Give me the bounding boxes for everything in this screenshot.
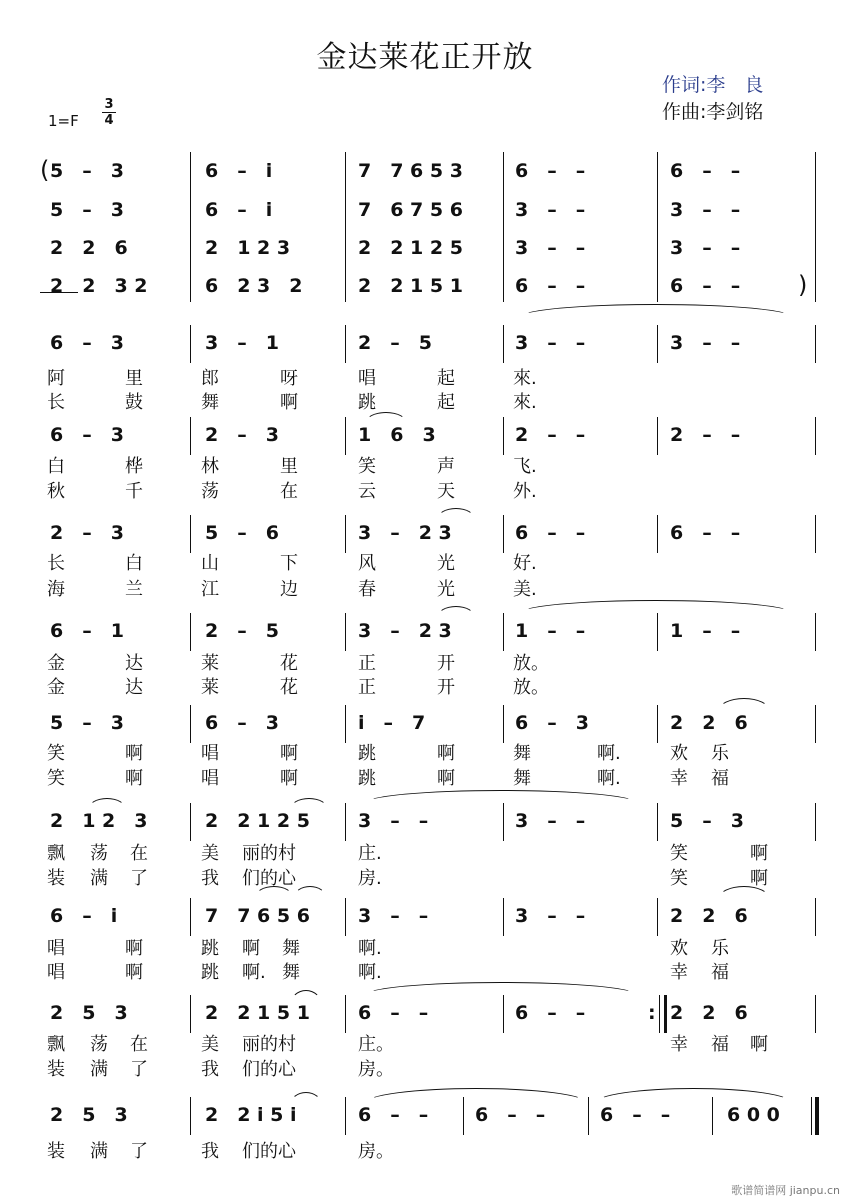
- lyric-word: 在: [130, 1034, 148, 1055]
- barline: [657, 803, 658, 841]
- system-4-notes: [0, 618, 850, 644]
- barline: [503, 325, 504, 363]
- measure: 2 2 1 2 5: [358, 237, 463, 259]
- measure: 6 – 1: [50, 620, 124, 642]
- lyric-word: 笑: [358, 456, 376, 477]
- brace-open: (: [40, 156, 50, 184]
- barline: [345, 515, 346, 553]
- lyric-word: 啊: [125, 743, 143, 764]
- system-5-lyric-2: [0, 766, 850, 792]
- measure: 2 5 3: [50, 1104, 128, 1126]
- time-signature: [102, 97, 116, 128]
- barline: [345, 803, 346, 841]
- lyric-word: 幸: [670, 768, 688, 789]
- measure: 2 1 2 3: [205, 237, 291, 259]
- underline-beat: [40, 292, 78, 293]
- lyric-word: 來.: [513, 368, 537, 389]
- barline: [657, 152, 658, 302]
- lyric-word: 荡: [201, 481, 219, 502]
- lyric-word: 舞: [282, 938, 300, 959]
- lyric-word: 云: [358, 481, 376, 502]
- barline: [815, 705, 816, 743]
- barline: [345, 705, 346, 743]
- tie: [595, 1088, 792, 1103]
- system-8-lyric-2: [0, 1057, 850, 1083]
- measure: 3 – –: [515, 199, 586, 221]
- lyric-word: 山: [201, 553, 219, 574]
- measure: 6 – 3: [205, 712, 279, 734]
- time-bottom: 4: [102, 112, 116, 128]
- lyric-word: 庄.: [358, 843, 382, 864]
- system-7-lyric-2: [0, 960, 850, 986]
- barline: [190, 898, 191, 936]
- measure: 3 – –: [515, 237, 586, 259]
- measure: 6 – –: [358, 1002, 429, 1024]
- lyric-word: 唱: [358, 368, 376, 389]
- measure: 2 2 i 5 i: [205, 1104, 297, 1126]
- lyric-word: 啊: [437, 768, 455, 789]
- barline: [190, 705, 191, 743]
- measure: 3 – –: [670, 237, 741, 259]
- lyric-word: 放。: [513, 653, 549, 674]
- lyric-word: 正: [358, 677, 376, 698]
- measure: 3 – –: [358, 810, 429, 832]
- measure: 6 – 3: [515, 712, 589, 734]
- system-6-notes: [0, 808, 850, 834]
- measure: 3 – 2 3: [358, 620, 452, 642]
- lyric-word: 舞: [513, 768, 531, 789]
- lyric-word: 林: [201, 456, 219, 477]
- lyric-word: 啊: [750, 868, 768, 889]
- lyric-word: 千: [125, 481, 143, 502]
- lyric-word: 金: [47, 653, 65, 674]
- lyric-word: 美.: [513, 579, 537, 600]
- lyric-word: 舞: [201, 392, 219, 413]
- lyric-word: 春: [358, 579, 376, 600]
- barline: [345, 417, 346, 455]
- lyric-word: 福: [711, 768, 729, 789]
- lyric-word: 满: [90, 868, 108, 889]
- measure: 7 6 7 5 6: [358, 199, 463, 221]
- system-6-lyric-1: [0, 841, 850, 867]
- lyric-word: 光: [437, 553, 455, 574]
- barline: [345, 613, 346, 651]
- lyric-word: 开: [437, 677, 455, 698]
- measure: 3 – 2 3: [358, 522, 452, 544]
- measure: 2 2 6: [670, 712, 748, 734]
- intro-row-2: [0, 197, 850, 223]
- barline: [657, 515, 658, 553]
- lyric-word: 里: [280, 456, 298, 477]
- final-barline-thick: [815, 1097, 819, 1135]
- lyric-word: 起: [437, 392, 455, 413]
- barline: [815, 613, 816, 651]
- barline: [190, 325, 191, 363]
- measure: 3 – 1: [205, 332, 279, 354]
- lyric-word: 装: [47, 1141, 65, 1162]
- lyric-word: 唱: [47, 962, 65, 983]
- lyric-word: 花: [280, 677, 298, 698]
- lyric-word: 好.: [513, 553, 537, 574]
- lyric-word: 莱: [201, 677, 219, 698]
- measure: 2 1 2 3: [50, 810, 148, 832]
- system-7-lyric-1: [0, 936, 850, 962]
- intro-row-4: [0, 273, 850, 299]
- barline: [345, 995, 346, 1033]
- lyric-word: 莱: [201, 653, 219, 674]
- lyric-word: 兰: [125, 579, 143, 600]
- lyric-word: 满: [90, 1059, 108, 1080]
- measure: 5 – 3: [670, 810, 744, 832]
- tie: [520, 304, 792, 317]
- watermark: 歌谱简谱网 jianpu.cn: [731, 1184, 840, 1197]
- measure: 5 – 3: [50, 712, 124, 734]
- lyric-word: 起: [437, 368, 455, 389]
- lyric-word: 幸: [670, 962, 688, 983]
- system-3-lyric-2: [0, 577, 850, 603]
- lyric-word: 啊: [437, 743, 455, 764]
- lyric-word: 了: [130, 1141, 148, 1162]
- measure: 2 – 5: [205, 620, 279, 642]
- lyric-word: 啊: [280, 768, 298, 789]
- lyric-word: 了: [130, 1059, 148, 1080]
- lyric-word: 桦: [125, 456, 143, 477]
- lyric-word: 庄。: [358, 1034, 394, 1055]
- barline: [815, 152, 816, 302]
- barline: [190, 417, 191, 455]
- intro-row-1: [0, 158, 850, 184]
- lyric-word: 荡: [90, 1034, 108, 1055]
- lyric-word: 笑: [47, 768, 65, 789]
- lyric-word: 幸: [670, 1034, 688, 1055]
- measure: 2 – 3: [50, 522, 124, 544]
- lyric-word: 欢: [670, 743, 688, 764]
- time-top: 3: [104, 97, 114, 112]
- lyric-word: 花: [280, 653, 298, 674]
- barline: [503, 803, 504, 841]
- measure: i – 7: [358, 712, 426, 734]
- system-2-notes: [0, 422, 850, 448]
- measure: 3 – –: [515, 810, 586, 832]
- lyric-word: 开: [437, 653, 455, 674]
- barline: [503, 898, 504, 936]
- lyric-word: 白: [47, 456, 65, 477]
- lyric-word: 海: [47, 579, 65, 600]
- system-6-lyric-2: [0, 866, 850, 892]
- lyric-word: 们的心: [242, 1141, 296, 1162]
- slur: [437, 508, 475, 519]
- lyric-word: 啊: [125, 938, 143, 959]
- barline: [190, 152, 191, 302]
- measure: 2 2 1 2 5: [205, 810, 310, 832]
- measure: 2 2 3 2: [50, 275, 148, 297]
- barline: [657, 705, 658, 743]
- tie: [365, 1088, 587, 1103]
- lyric-word: 白: [125, 553, 143, 574]
- measure: 3 – –: [515, 332, 586, 354]
- system-5-lyric-1: [0, 741, 850, 767]
- barline: [657, 613, 658, 651]
- lyric-word: 我: [201, 868, 219, 889]
- barline: [503, 515, 504, 553]
- lyric-word: 金: [47, 677, 65, 698]
- barline: [345, 325, 346, 363]
- lyric-word: 鼓: [125, 392, 143, 413]
- lyric-word: 乐: [711, 743, 729, 764]
- lyric-word: 跳: [201, 938, 219, 959]
- lyric-word: 跳: [201, 962, 219, 983]
- measure: 2 – –: [670, 424, 741, 446]
- barline: [815, 898, 816, 936]
- lyric-word: 乐: [711, 938, 729, 959]
- lyric-word: 风: [358, 553, 376, 574]
- system-2-lyric-1: [0, 454, 850, 480]
- lyric-word: 外.: [513, 481, 537, 502]
- lyric-word: 啊.: [597, 743, 621, 764]
- lyric-word: 舞: [282, 962, 300, 983]
- measure: 5 – 3: [50, 199, 124, 221]
- measure: 1 6 3: [358, 424, 436, 446]
- lyric-word: 飞.: [513, 456, 537, 477]
- barline: [345, 152, 346, 302]
- measure: 6 – –: [515, 275, 586, 297]
- lyric-word: 长: [47, 553, 65, 574]
- system-4-lyric-1: [0, 651, 850, 677]
- lyric-word: 啊.: [358, 962, 382, 983]
- measure: 5 – 3: [50, 160, 124, 182]
- barline: [463, 1097, 464, 1135]
- barline: [712, 1097, 713, 1135]
- lyric-word: 秋: [47, 481, 65, 502]
- lyric-word: 欢: [670, 938, 688, 959]
- measure: 1 – –: [515, 620, 586, 642]
- lyric-word: 美: [201, 843, 219, 864]
- measure: 6 – –: [515, 522, 586, 544]
- lyric-word: 啊: [280, 743, 298, 764]
- lyric-word: 江: [201, 579, 219, 600]
- barline: [503, 995, 504, 1033]
- measure: 2 5 3: [50, 1002, 128, 1024]
- measure: 3 – –: [670, 332, 741, 354]
- lyric-word: 下: [280, 553, 298, 574]
- lyric-word: 來.: [513, 392, 537, 413]
- measure: 6 – i: [205, 199, 273, 221]
- lyric-word: 跳: [358, 768, 376, 789]
- measure: 3 – –: [358, 905, 429, 927]
- measure: 6 – –: [600, 1104, 671, 1126]
- lyric-word: 在: [130, 843, 148, 864]
- system-3-notes: [0, 520, 850, 546]
- barline: [815, 803, 816, 841]
- lyric-word: 们的心: [242, 868, 296, 889]
- lyric-word: 我: [201, 1059, 219, 1080]
- system-1-notes: [0, 330, 850, 356]
- barline: [190, 613, 191, 651]
- measure: 2 – –: [515, 424, 586, 446]
- final-barline: [811, 1097, 812, 1135]
- measure: 7 7 6 5 3: [358, 160, 463, 182]
- lyric-word: 啊.: [242, 962, 266, 983]
- measure: 3 – –: [515, 905, 586, 927]
- barline: [190, 803, 191, 841]
- repeat-barline: [659, 995, 660, 1033]
- lyric-word: 阿: [47, 368, 65, 389]
- repeat-sign: :: [648, 1002, 656, 1024]
- measure: 6 – –: [475, 1104, 546, 1126]
- slur: [437, 606, 475, 617]
- song-title: 金达莱花正开放: [316, 40, 534, 75]
- lyric-word: 舞: [513, 743, 531, 764]
- lyric-word: 房。: [358, 1141, 394, 1162]
- measure: 6 0 0: [727, 1104, 780, 1126]
- measure: 6 – –: [670, 275, 741, 297]
- barline: [503, 613, 504, 651]
- measure: 6 – 3: [50, 424, 124, 446]
- measure: 6 – –: [670, 522, 741, 544]
- measure: 6 – –: [515, 1002, 586, 1024]
- barline: [345, 898, 346, 936]
- measure: 3 – –: [670, 199, 741, 221]
- lyric-word: 飘: [47, 1034, 65, 1055]
- barline: [588, 1097, 589, 1135]
- measure: 6 – –: [670, 160, 741, 182]
- lyric-word: 荡: [90, 843, 108, 864]
- lyric-word: 跳: [358, 392, 376, 413]
- lyricist: 作词:李 良: [662, 74, 764, 96]
- lyric-word: 房.: [358, 868, 382, 889]
- barline: [657, 325, 658, 363]
- lyric-word: 啊: [750, 1034, 768, 1055]
- lyric-word: 笑: [670, 843, 688, 864]
- lyric-word: 达: [125, 677, 143, 698]
- measure: 6 – i: [50, 905, 118, 927]
- lyric-word: 们的心: [242, 1059, 296, 1080]
- measure: 6 – –: [515, 160, 586, 182]
- lyric-word: 长: [47, 392, 65, 413]
- lyric-word: 啊: [125, 768, 143, 789]
- barline: [815, 417, 816, 455]
- barline: [657, 417, 658, 455]
- lyric-word: 丽的村: [242, 843, 296, 864]
- measure: 7 7 6 5 6: [205, 905, 310, 927]
- measure: 2 – 5: [358, 332, 432, 354]
- brace-close: ): [798, 271, 808, 299]
- lyric-word: 正: [358, 653, 376, 674]
- measure: 2 2 1 5 1: [205, 1002, 310, 1024]
- system-2-lyric-2: [0, 479, 850, 505]
- system-5-notes: [0, 710, 850, 736]
- barline: [190, 515, 191, 553]
- lyric-word: 了: [130, 868, 148, 889]
- lyric-word: 呀: [280, 368, 298, 389]
- measure: 2 2 6: [50, 237, 128, 259]
- key-signature: 1=F: [48, 112, 79, 130]
- barline: [657, 898, 658, 936]
- measure: 6 2 3 2: [205, 275, 303, 297]
- lyric-word: 啊: [280, 392, 298, 413]
- lyric-word: 放。: [513, 677, 549, 698]
- lyric-word: 福: [711, 1034, 729, 1055]
- lyric-word: 啊: [125, 962, 143, 983]
- lyric-word: 在: [280, 481, 298, 502]
- lyric-word: 装: [47, 1059, 65, 1080]
- lyric-word: 唱: [201, 768, 219, 789]
- lyric-word: 笑: [47, 743, 65, 764]
- lyric-word: 福: [711, 962, 729, 983]
- measure: 1 – –: [670, 620, 741, 642]
- composer: 作曲:李剑铭: [662, 101, 764, 123]
- lyric-word: 声: [437, 456, 455, 477]
- lyric-word: 啊: [750, 843, 768, 864]
- system-3-lyric-1: [0, 551, 850, 577]
- barline: [815, 515, 816, 553]
- system-8-notes: [0, 1000, 850, 1026]
- credits: [662, 72, 763, 126]
- lyric-word: 达: [125, 653, 143, 674]
- system-8-lyric-1: [0, 1032, 850, 1058]
- barline: [190, 1097, 191, 1135]
- measure: 2 – 3: [205, 424, 279, 446]
- lyric-word: 唱: [47, 938, 65, 959]
- lyric-word: 丽的村: [242, 1034, 296, 1055]
- barline: [815, 995, 816, 1033]
- system-4-lyric-2: [0, 675, 850, 701]
- lyric-word: 边: [280, 579, 298, 600]
- lyric-word: 里: [125, 368, 143, 389]
- system-1-lyric-2: [0, 390, 850, 416]
- repeat-barline-thick: [664, 995, 667, 1033]
- system-9-lyric-1: [0, 1139, 850, 1165]
- lyric-word: 房。: [358, 1059, 394, 1080]
- measure: 2 2 6: [670, 905, 748, 927]
- barline: [503, 705, 504, 743]
- lyric-word: 满: [90, 1141, 108, 1162]
- measure: 5 – 6: [205, 522, 279, 544]
- lyric-word: 天: [437, 481, 455, 502]
- measure: 6 – i: [205, 160, 273, 182]
- intro-row-3: [0, 235, 850, 261]
- barline: [815, 325, 816, 363]
- measure: 6 – –: [358, 1104, 429, 1126]
- barline: [503, 152, 504, 302]
- system-1-lyric-1: [0, 366, 850, 392]
- lyric-word: 装: [47, 868, 65, 889]
- measure: 2 2 1 5 1: [358, 275, 463, 297]
- lyric-word: 啊.: [358, 938, 382, 959]
- lyric-word: 郎: [201, 368, 219, 389]
- lyric-word: 光: [437, 579, 455, 600]
- barline: [190, 995, 191, 1033]
- barline: [345, 1097, 346, 1135]
- lyric-word: 笑: [670, 868, 688, 889]
- lyric-word: 跳: [358, 743, 376, 764]
- measure: 2 2 6: [670, 1002, 748, 1024]
- barline: [503, 417, 504, 455]
- lyric-word: 啊: [242, 938, 260, 959]
- lyric-word: 飘: [47, 843, 65, 864]
- lyric-word: 美: [201, 1034, 219, 1055]
- measure: 6 – 3: [50, 332, 124, 354]
- lyric-word: 唱: [201, 743, 219, 764]
- system-9-notes: [0, 1102, 850, 1128]
- lyric-word: 啊.: [597, 768, 621, 789]
- system-7-notes: [0, 903, 850, 929]
- lyric-word: 我: [201, 1141, 219, 1162]
